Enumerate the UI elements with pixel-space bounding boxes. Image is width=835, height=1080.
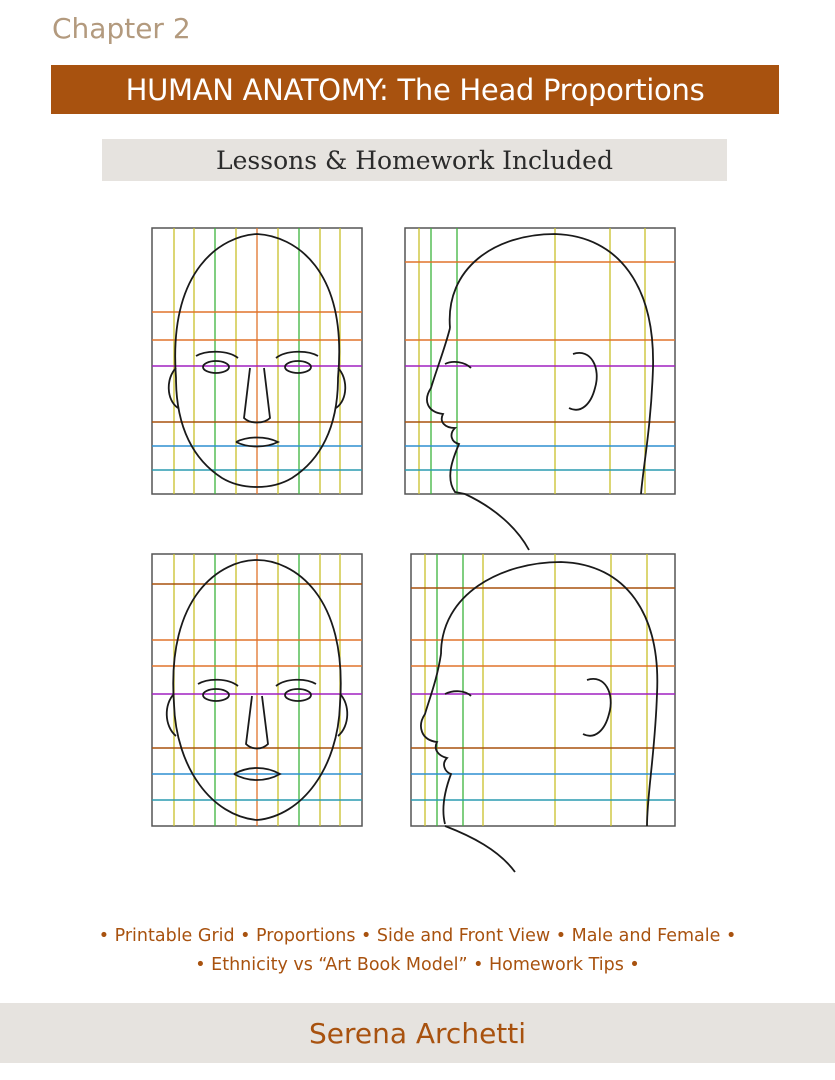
author-banner bbox=[0, 1003, 835, 1063]
subtitle-banner bbox=[102, 139, 727, 181]
chapter-label: Chapter 2 bbox=[52, 12, 191, 45]
male-front-panel bbox=[152, 228, 362, 494]
page-subtitle: Lessons & Homework Included bbox=[216, 145, 613, 175]
title-banner bbox=[51, 65, 779, 114]
feature-list bbox=[0, 922, 835, 980]
female-side-panel bbox=[411, 554, 675, 872]
head-proportions-illustration bbox=[140, 220, 700, 860]
male-side-panel bbox=[405, 228, 675, 550]
page-title: HUMAN ANATOMY: The Head Proportions bbox=[125, 72, 705, 107]
feature-line-1: • Printable Grid • Proportions • Side and Front View • Male and Female • bbox=[98, 926, 737, 946]
female-front-panel bbox=[152, 554, 362, 826]
feature-line-2: • Ethnicity vs “Art Book Model” • Homework Tips • bbox=[195, 955, 640, 975]
author-name: Serena Archetti bbox=[308, 1016, 527, 1050]
